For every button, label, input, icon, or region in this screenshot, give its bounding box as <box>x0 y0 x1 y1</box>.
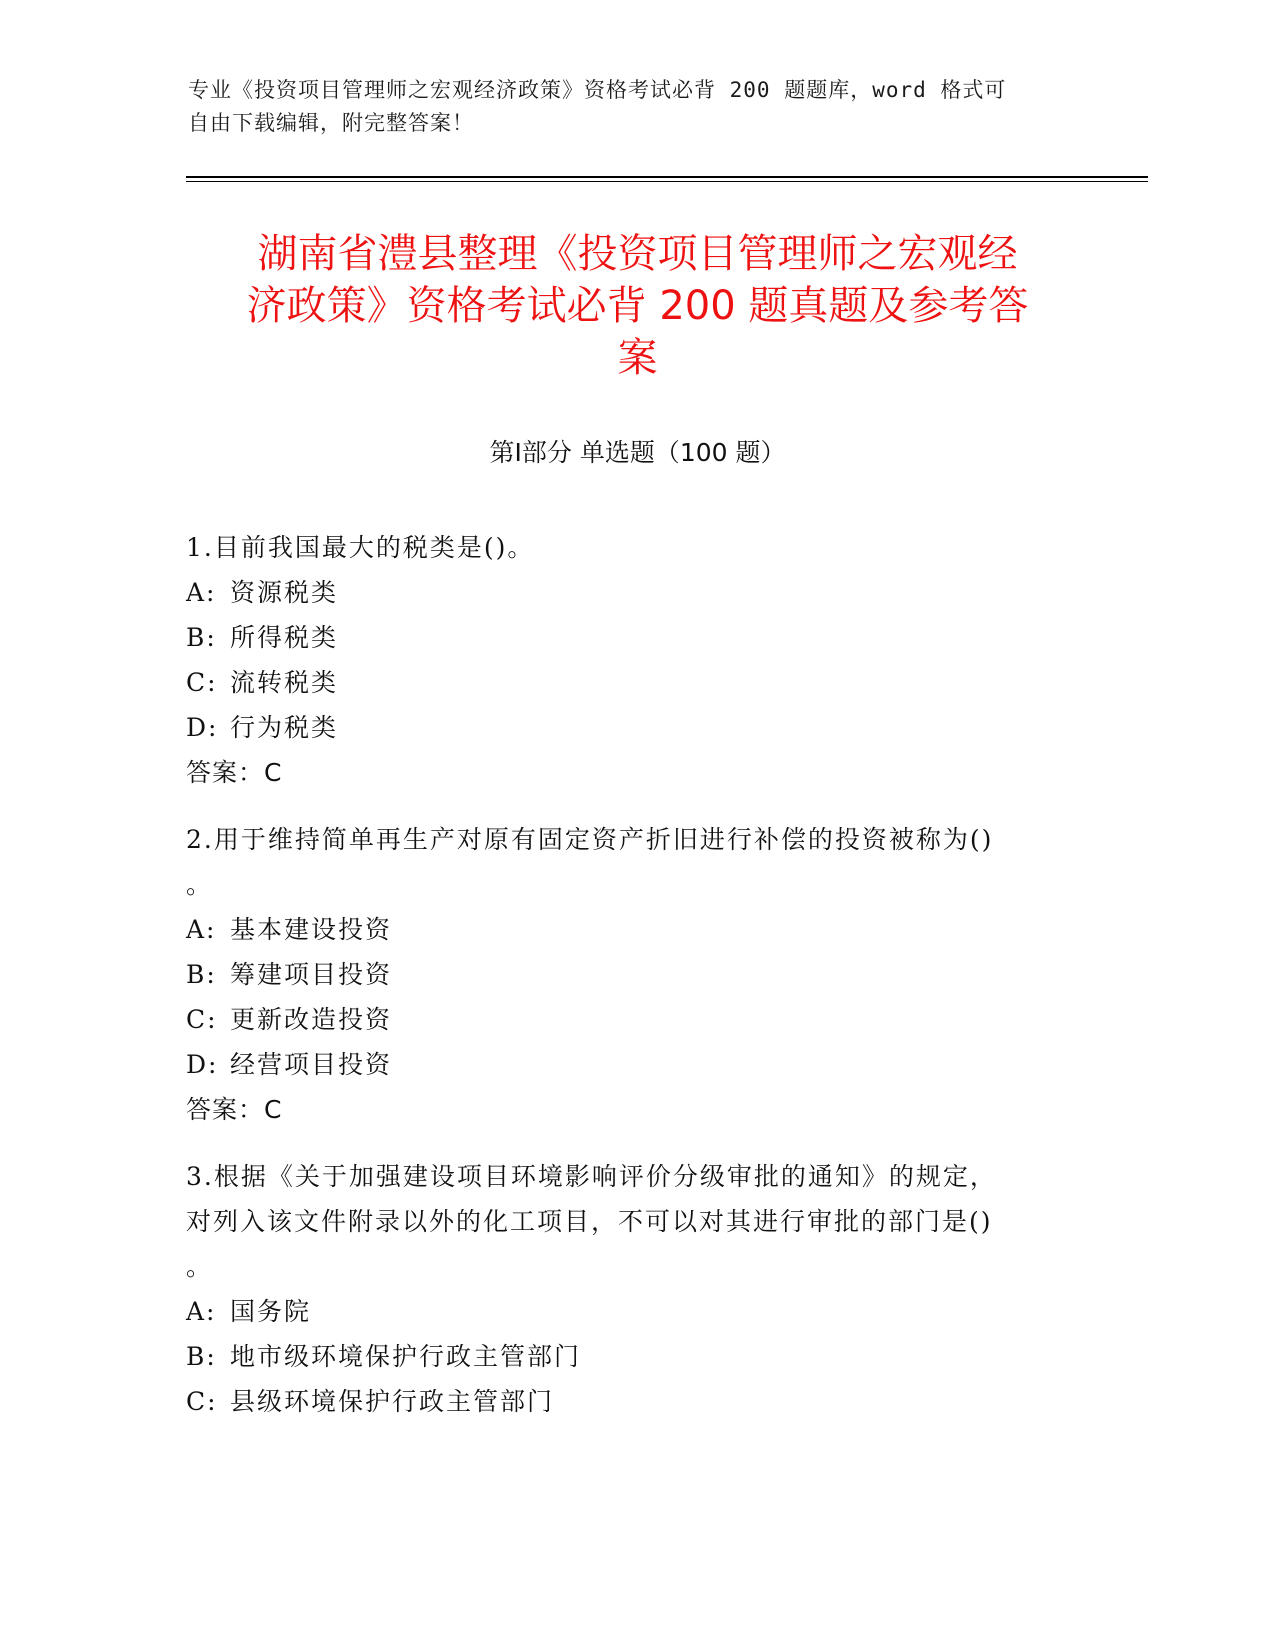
option-letter: D: <box>186 1050 219 1079</box>
question-list <box>186 525 1066 1446</box>
header-rule-thin <box>186 181 1148 182</box>
option-text: 经营项目投资 <box>230 1050 393 1079</box>
option-c <box>186 660 1066 705</box>
question-stem: 3.根据《关于加强建设项目环境影响评价分级审批的通知》的规定， <box>186 1162 997 1191</box>
title-line-2: 济政策》资格考试必背 200 题真题及参考答 <box>246 283 1029 329</box>
option-d <box>186 1042 1066 1087</box>
option-text: 基本建设投资 <box>230 915 393 944</box>
option-text: 行为税类 <box>230 713 339 742</box>
option-b <box>186 615 1066 660</box>
question-stem-continued: 对列入该文件附录以外的化工项目，不可以对其进行审批的部门是() <box>186 1207 993 1236</box>
option-b <box>186 1334 1066 1379</box>
option-text: 流转税类 <box>230 668 339 697</box>
option-letter: A: <box>186 1297 217 1326</box>
question-3 <box>186 1154 1066 1424</box>
option-letter: C: <box>186 668 218 697</box>
option-a <box>186 907 1066 952</box>
option-text: 资源税类 <box>230 578 339 607</box>
header-note <box>188 74 1068 140</box>
option-b <box>186 952 1066 997</box>
answer-line: 答案：C <box>186 758 283 787</box>
option-text: 筹建项目投资 <box>230 960 393 989</box>
option-a <box>186 570 1066 615</box>
question-2 <box>186 817 1066 1132</box>
option-c <box>186 1379 1066 1424</box>
header-line-2: 自由下载编辑，附完整答案！ <box>188 111 474 135</box>
title-line-1: 湖南省澧县整理《投资项目管理师之宏观经 <box>257 231 1018 277</box>
header-rule-thick <box>186 176 1148 178</box>
option-letter: B: <box>186 623 217 652</box>
option-c <box>186 997 1066 1042</box>
option-letter: A: <box>186 578 217 607</box>
option-letter: B: <box>186 1342 217 1371</box>
question-stem: 2.用于维持简单再生产对原有固定资产折旧进行补偿的投资被称为() <box>186 825 994 854</box>
option-letter: C: <box>186 1387 218 1416</box>
option-letter: A: <box>186 915 217 944</box>
option-letter: C: <box>186 1005 218 1034</box>
option-text: 县级环境保护行政主管部门 <box>230 1387 555 1416</box>
option-d <box>186 705 1066 750</box>
option-text: 所得税类 <box>230 623 339 652</box>
header-line-1: 专业《投资项目管理师之宏观经济政策》资格考试必背 200 题题库，word 格式可 <box>188 78 1007 102</box>
title-line-3: 案 <box>617 335 658 381</box>
option-text: 国务院 <box>230 1297 312 1326</box>
option-text: 更新改造投资 <box>230 1005 393 1034</box>
question-stem-continued: 。 <box>186 870 214 899</box>
option-letter: B: <box>186 960 217 989</box>
question-stem: 1.目前我国最大的税类是()。 <box>186 533 535 562</box>
document-title <box>160 228 1115 384</box>
answer-line: 答案：C <box>186 1095 283 1124</box>
question-1 <box>186 525 1066 795</box>
option-a <box>186 1289 1066 1334</box>
option-text: 地市级环境保护行政主管部门 <box>230 1342 582 1371</box>
section-heading: 第Ⅰ部分 单选题（100 题） <box>489 438 786 467</box>
question-stem-continued: 。 <box>186 1252 214 1281</box>
option-letter: D: <box>186 713 219 742</box>
